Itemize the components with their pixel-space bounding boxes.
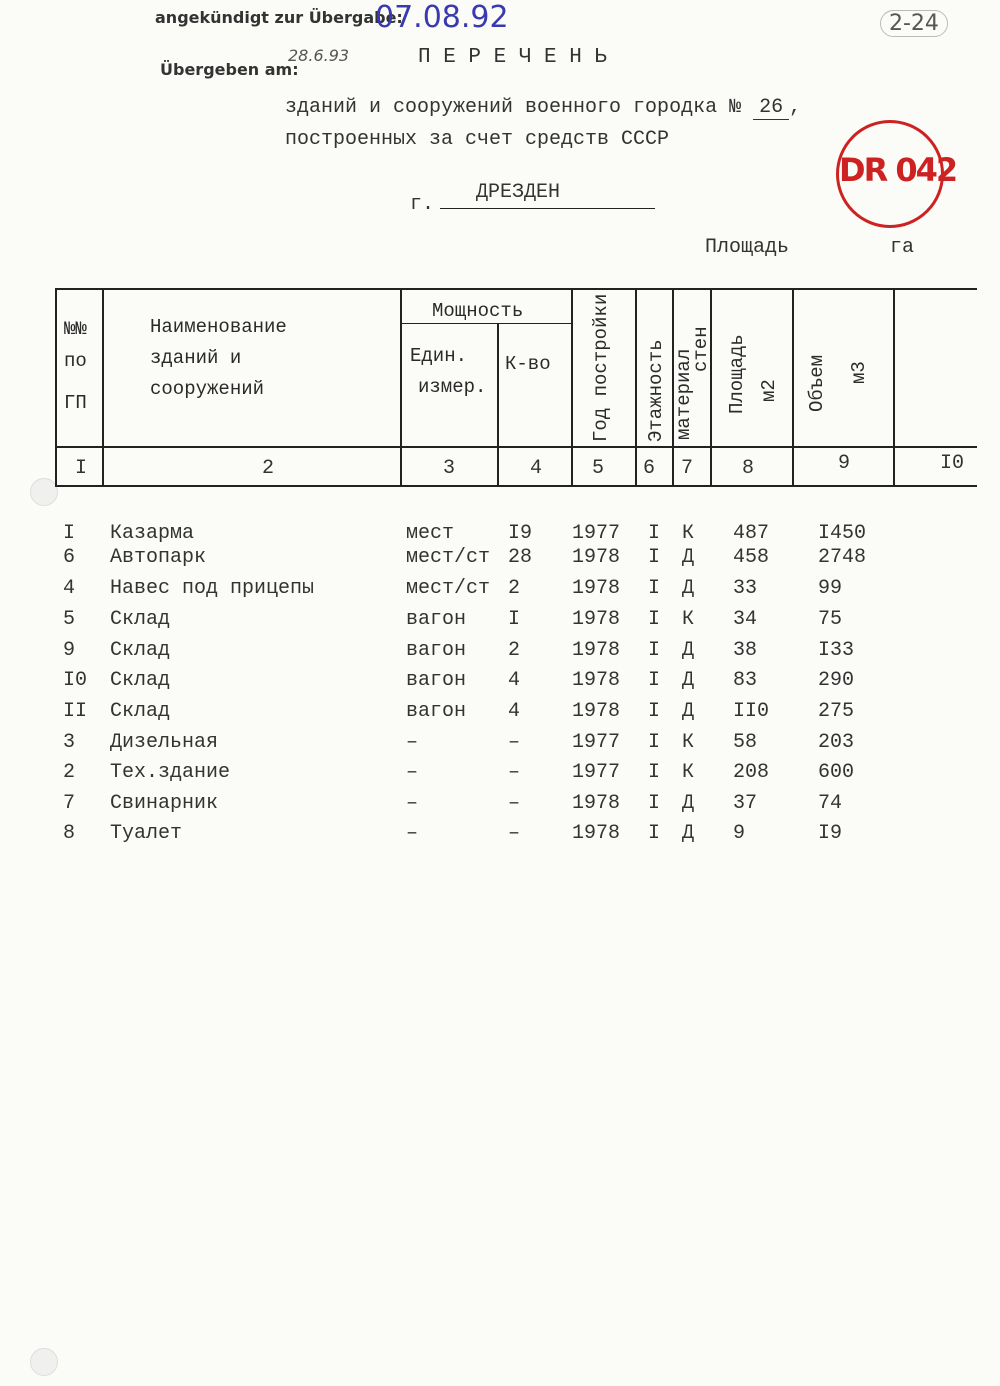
grid-col-4 bbox=[497, 323, 499, 486]
cell-floors: I bbox=[648, 608, 661, 631]
cell-num: 5 bbox=[63, 608, 76, 631]
cell-area: 208 bbox=[733, 761, 770, 784]
cell-floors: I bbox=[648, 522, 661, 545]
cell-unit: – bbox=[406, 761, 419, 784]
header-num-3: ГП bbox=[64, 392, 87, 414]
cell-area: 487 bbox=[733, 522, 770, 545]
subtitle-text: зданий и сооружений военного городка № bbox=[285, 96, 742, 119]
cell-qty: – bbox=[508, 822, 521, 845]
cell-area: 34 bbox=[733, 608, 758, 631]
punch-hole-top bbox=[30, 478, 58, 506]
colnum-2: 2 bbox=[262, 457, 275, 480]
seal-text: DR 042 bbox=[839, 151, 957, 189]
cell-year: 1977 bbox=[572, 761, 621, 784]
archive-seal bbox=[836, 120, 957, 228]
area-unit: га bbox=[890, 236, 915, 259]
cell-num: 6 bbox=[63, 546, 76, 569]
header-num-2: по bbox=[64, 350, 87, 372]
cell-volume: 275 bbox=[818, 700, 855, 723]
subtitle-line2: построенных за счет средств СССР bbox=[285, 128, 670, 151]
handed-label: Übergeben am: bbox=[160, 60, 299, 79]
cell-material: К bbox=[682, 731, 695, 754]
cell-floors: I bbox=[648, 792, 661, 815]
cell-name: Свинарник bbox=[110, 792, 219, 815]
header-floors: Этажность bbox=[645, 339, 667, 442]
announced-label: angekündigt zur Übergabe: bbox=[155, 8, 403, 27]
subtitle-line1 bbox=[285, 96, 801, 120]
table-colnum-line bbox=[55, 485, 977, 487]
header-unit-2: измер. bbox=[418, 376, 487, 398]
cell-floors: I bbox=[648, 700, 661, 723]
cell-num: 3 bbox=[63, 731, 76, 754]
cell-qty: – bbox=[508, 792, 521, 815]
table-header-line bbox=[55, 446, 977, 448]
cell-year: 1978 bbox=[572, 639, 621, 662]
cell-qty: I bbox=[508, 608, 521, 631]
cell-year: 1978 bbox=[572, 669, 621, 692]
document-title: П Е Р Е Ч Е Н Ь bbox=[418, 46, 608, 69]
cell-num: I0 bbox=[63, 669, 88, 692]
cell-area: 33 bbox=[733, 577, 758, 600]
cell-volume: I9 bbox=[818, 822, 843, 845]
cell-name: Казарма bbox=[110, 522, 195, 545]
cell-area: II0 bbox=[733, 700, 770, 723]
cell-year: 1978 bbox=[572, 608, 621, 631]
cell-qty: 2 bbox=[508, 577, 521, 600]
cell-num: 2 bbox=[63, 761, 76, 784]
cell-name: Навес под прицепы bbox=[110, 577, 315, 600]
cell-material: Д bbox=[682, 792, 695, 815]
cell-unit: – bbox=[406, 731, 419, 754]
cell-area: 9 bbox=[733, 822, 746, 845]
cell-qty: I9 bbox=[508, 522, 533, 545]
cell-year: 1978 bbox=[572, 822, 621, 845]
cell-material: Д bbox=[682, 822, 695, 845]
cell-volume: 74 bbox=[818, 792, 843, 815]
cell-unit: вагон bbox=[406, 669, 467, 692]
colnum-7: 7 bbox=[681, 457, 694, 480]
grid-col-2 bbox=[102, 288, 104, 486]
colnum-10: I0 bbox=[940, 452, 965, 475]
header-name-2: зданий и bbox=[150, 347, 242, 369]
header-capacity: Мощность bbox=[432, 300, 524, 322]
cell-name: Склад bbox=[110, 700, 171, 723]
header-qty: К-во bbox=[505, 353, 551, 375]
cell-unit: – bbox=[406, 792, 419, 815]
handed-date: 28.6.93 bbox=[288, 46, 350, 65]
cell-name: Тех.здание bbox=[110, 761, 231, 784]
archive-ref: 2-24 bbox=[880, 10, 948, 37]
grid-col-1 bbox=[55, 288, 57, 486]
cell-floors: I bbox=[648, 577, 661, 600]
cell-num: 7 bbox=[63, 792, 76, 815]
cell-material: К bbox=[682, 761, 695, 784]
punch-hole-bottom bbox=[30, 1348, 58, 1376]
cell-unit: мест/ст bbox=[406, 546, 491, 569]
cell-name: Автопарк bbox=[110, 546, 207, 569]
cell-volume: 2748 bbox=[818, 546, 867, 569]
cell-num: 8 bbox=[63, 822, 76, 845]
cell-unit: вагон bbox=[406, 700, 467, 723]
cell-qty: 28 bbox=[508, 546, 533, 569]
cell-volume: 99 bbox=[818, 577, 843, 600]
cell-floors: I bbox=[648, 639, 661, 662]
cell-area: 37 bbox=[733, 792, 758, 815]
cell-material: К bbox=[682, 522, 695, 545]
cell-num: II bbox=[63, 700, 88, 723]
cell-year: 1978 bbox=[572, 700, 621, 723]
header-material-2: стен bbox=[690, 326, 712, 372]
cell-year: 1978 bbox=[572, 577, 621, 600]
cell-qty: – bbox=[508, 731, 521, 754]
header-year: Год постройки bbox=[590, 293, 612, 442]
colnum-4: 4 bbox=[530, 457, 543, 480]
cell-num: 4 bbox=[63, 577, 76, 600]
cell-num: I bbox=[63, 522, 76, 545]
grid-col-6 bbox=[635, 288, 637, 486]
header-name-1: Наименование bbox=[150, 316, 287, 338]
cell-material: Д bbox=[682, 669, 695, 692]
grid-col-10 bbox=[893, 288, 895, 486]
cell-material: Д bbox=[682, 546, 695, 569]
header-name-3: сооружений bbox=[150, 378, 265, 400]
grid-col-9 bbox=[792, 288, 794, 486]
cell-volume: 75 bbox=[818, 608, 843, 631]
cell-name: Туалет bbox=[110, 822, 183, 845]
colnum-9: 9 bbox=[838, 452, 851, 475]
header-unit-1: Един. bbox=[410, 345, 468, 367]
city-name: ДРЕЗДЕН bbox=[476, 181, 561, 204]
cell-name: Склад bbox=[110, 669, 171, 692]
cell-volume: I450 bbox=[818, 522, 867, 545]
cell-area: 83 bbox=[733, 669, 758, 692]
header-volume-2: м3 bbox=[848, 361, 870, 384]
cell-unit: вагон bbox=[406, 608, 467, 631]
cell-name: Склад bbox=[110, 608, 171, 631]
cell-unit: вагон bbox=[406, 639, 467, 662]
cell-year: 1978 bbox=[572, 546, 621, 569]
colnum-5: 5 bbox=[592, 457, 605, 480]
announced-date: 07.08.92 bbox=[375, 0, 509, 35]
city-underline bbox=[440, 208, 655, 209]
cell-name: Склад bbox=[110, 639, 171, 662]
cell-material: Д bbox=[682, 700, 695, 723]
cell-material: Д bbox=[682, 577, 695, 600]
colnum-6: 6 bbox=[643, 457, 656, 480]
grid-col-5 bbox=[571, 288, 573, 486]
cell-year: 1977 bbox=[572, 731, 621, 754]
cell-year: 1978 bbox=[572, 792, 621, 815]
colnum-3: 3 bbox=[443, 457, 456, 480]
cell-num: 9 bbox=[63, 639, 76, 662]
cell-area: 58 bbox=[733, 731, 758, 754]
cell-unit: мест bbox=[406, 522, 455, 545]
cell-volume: 290 bbox=[818, 669, 855, 692]
subtitle-comma: , bbox=[789, 96, 802, 119]
grid-col-8 bbox=[710, 288, 712, 486]
cell-floors: I bbox=[648, 731, 661, 754]
cell-unit: мест/ст bbox=[406, 577, 491, 600]
header-volume-1: Объем bbox=[806, 354, 828, 412]
cell-qty: 4 bbox=[508, 669, 521, 692]
town-number: 26 bbox=[753, 96, 789, 120]
cell-year: 1977 bbox=[572, 522, 621, 545]
grid-col-3 bbox=[400, 288, 402, 486]
header-num-1: №№ bbox=[64, 318, 87, 340]
cell-qty: 4 bbox=[508, 700, 521, 723]
colnum-8: 8 bbox=[742, 457, 755, 480]
cell-name: Дизельная bbox=[110, 731, 219, 754]
header-material-1: материал bbox=[673, 348, 695, 440]
cell-floors: I bbox=[648, 669, 661, 692]
header-area-2: м2 bbox=[758, 379, 780, 402]
city-prefix: г. bbox=[410, 193, 435, 216]
cell-volume: 203 bbox=[818, 731, 855, 754]
capacity-line bbox=[402, 323, 572, 324]
area-label: Площадь bbox=[705, 236, 790, 259]
cell-floors: I bbox=[648, 761, 661, 784]
cell-volume: 600 bbox=[818, 761, 855, 784]
table-top-line bbox=[55, 288, 977, 290]
cell-material: Д bbox=[682, 639, 695, 662]
colnum-1: I bbox=[75, 457, 88, 480]
cell-material: К bbox=[682, 608, 695, 631]
cell-floors: I bbox=[648, 546, 661, 569]
cell-qty: – bbox=[508, 761, 521, 784]
header-area-1: Площадь bbox=[726, 334, 748, 414]
cell-floors: I bbox=[648, 822, 661, 845]
cell-area: 38 bbox=[733, 639, 758, 662]
cell-area: 458 bbox=[733, 546, 770, 569]
cell-unit: – bbox=[406, 822, 419, 845]
cell-qty: 2 bbox=[508, 639, 521, 662]
cell-volume: I33 bbox=[818, 639, 855, 662]
